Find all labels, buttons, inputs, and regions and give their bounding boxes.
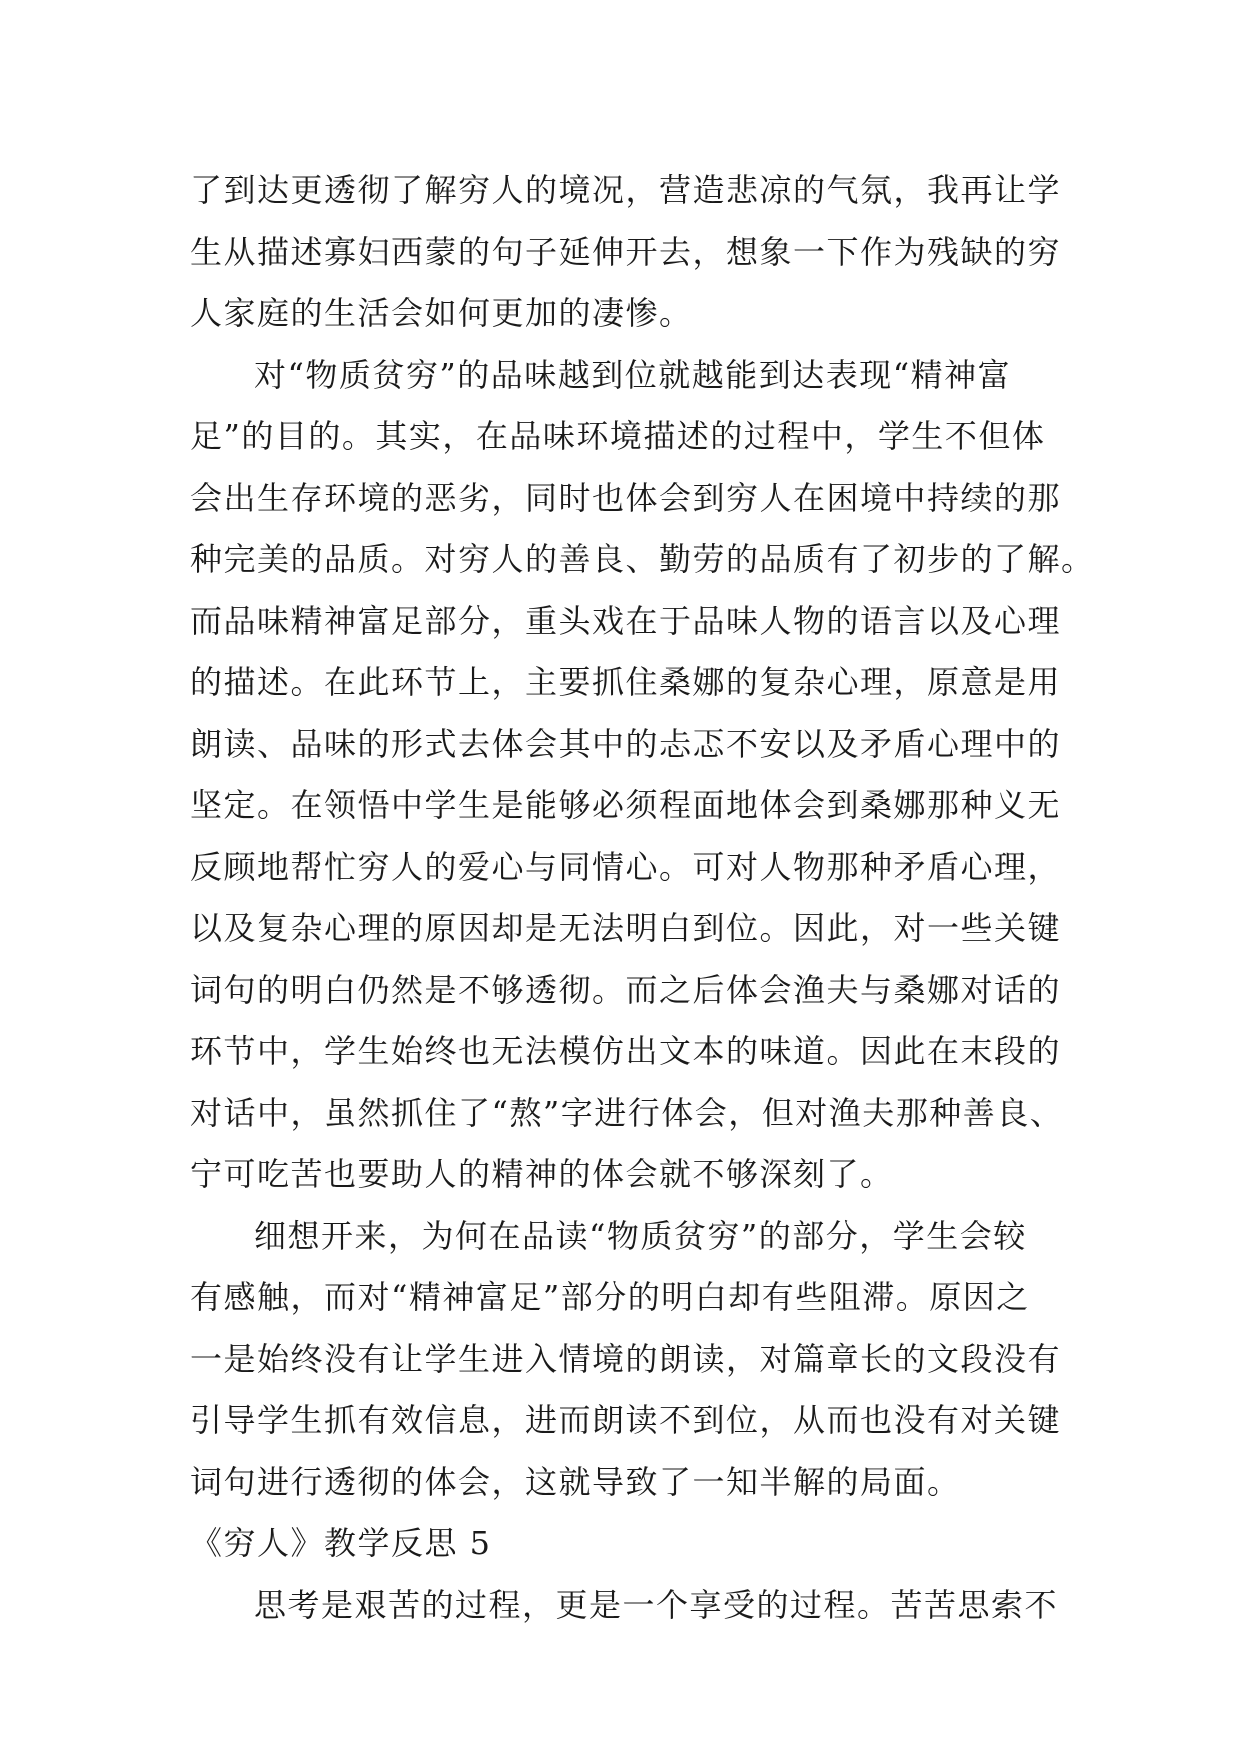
text-line: 引导学生抓有效信息，进而朗读不到位，从而也没有对关键 — [190, 1401, 1062, 1439]
paragraph-start-line: 对“物质贫穷”的品味越到位就越能到达表现“精神富 — [254, 355, 1012, 394]
text-line: 种完美的品质。对穷人的善良、勤劳的品质有了初步的了解。 — [190, 540, 1095, 578]
text-line: 生从描述寡妇西蒙的句子延伸开去，想象一下作为残缺的穷 — [190, 232, 1062, 271]
text-line: 而品味精神富足部分，重头戏在于品味人物的语言以及心理 — [190, 601, 1062, 640]
text-line: 的描述。在此环节上，主要抓住桑娜的复杂心理，原意是用 — [190, 663, 1062, 701]
paragraph-start-line: 思考是艰苦的过程，更是一个享受的过程。苦苦思索不 — [254, 1585, 1059, 1624]
text-line: 了到达更透彻了解穷人的境况，营造悲凉的气氛，我再让学 — [190, 171, 1062, 209]
section-heading: 《穷人》教学反思 5 — [190, 1524, 492, 1562]
text-line: 词句的明白仍然是不够透彻。而之后体会渔夫与桑娜对话的 — [190, 970, 1062, 1009]
paragraph-start-line: 细想开来，为何在品读“物质贫穷”的部分，学生会较 — [254, 1216, 1027, 1255]
text-line: 对话中，虽然抓住了“熬”字进行体会，但对渔夫那种善良、 — [190, 1093, 1064, 1132]
text-line: 人家庭的生活会如何更加的凄惨。 — [190, 294, 693, 332]
text-line: 朗读、品味的形式去体会其中的忐忑不安以及矛盾心理中的 — [190, 724, 1062, 763]
document-page — [190, 160, 1095, 1636]
text-line: 反顾地帮忙穷人的爱心与同情心。可对人物那种矛盾心理， — [190, 847, 1062, 886]
text-line: 一是始终没有让学生进入情境的朗读，对篇章长的文段没有 — [190, 1339, 1062, 1378]
text-line: 宁可吃苦也要助人的精神的体会就不够深刻了。 — [190, 1155, 894, 1193]
text-line: 会出生存环境的恶劣，同时也体会到穷人在困境中持续的那 — [190, 478, 1062, 517]
text-line: 词句进行透彻的体会，这就导致了一知半解的局面。 — [190, 1462, 961, 1501]
text-line: 以及复杂心理的原因却是无法明白到位。因此，对一些关键 — [190, 909, 1062, 947]
text-line: 坚定。在领悟中学生是能够必须程面地体会到桑娜那种义无 — [190, 786, 1062, 824]
text-line: 环节中，学生始终也无法模仿出文本的味道。因此在末段的 — [190, 1032, 1062, 1070]
text-line: 有感触，而对“精神富足”部分的明白却有些阻滞。原因之 — [190, 1278, 1030, 1316]
text-line: 足”的目的。其实，在品味环境描述的过程中，学生不但体 — [190, 417, 1046, 455]
